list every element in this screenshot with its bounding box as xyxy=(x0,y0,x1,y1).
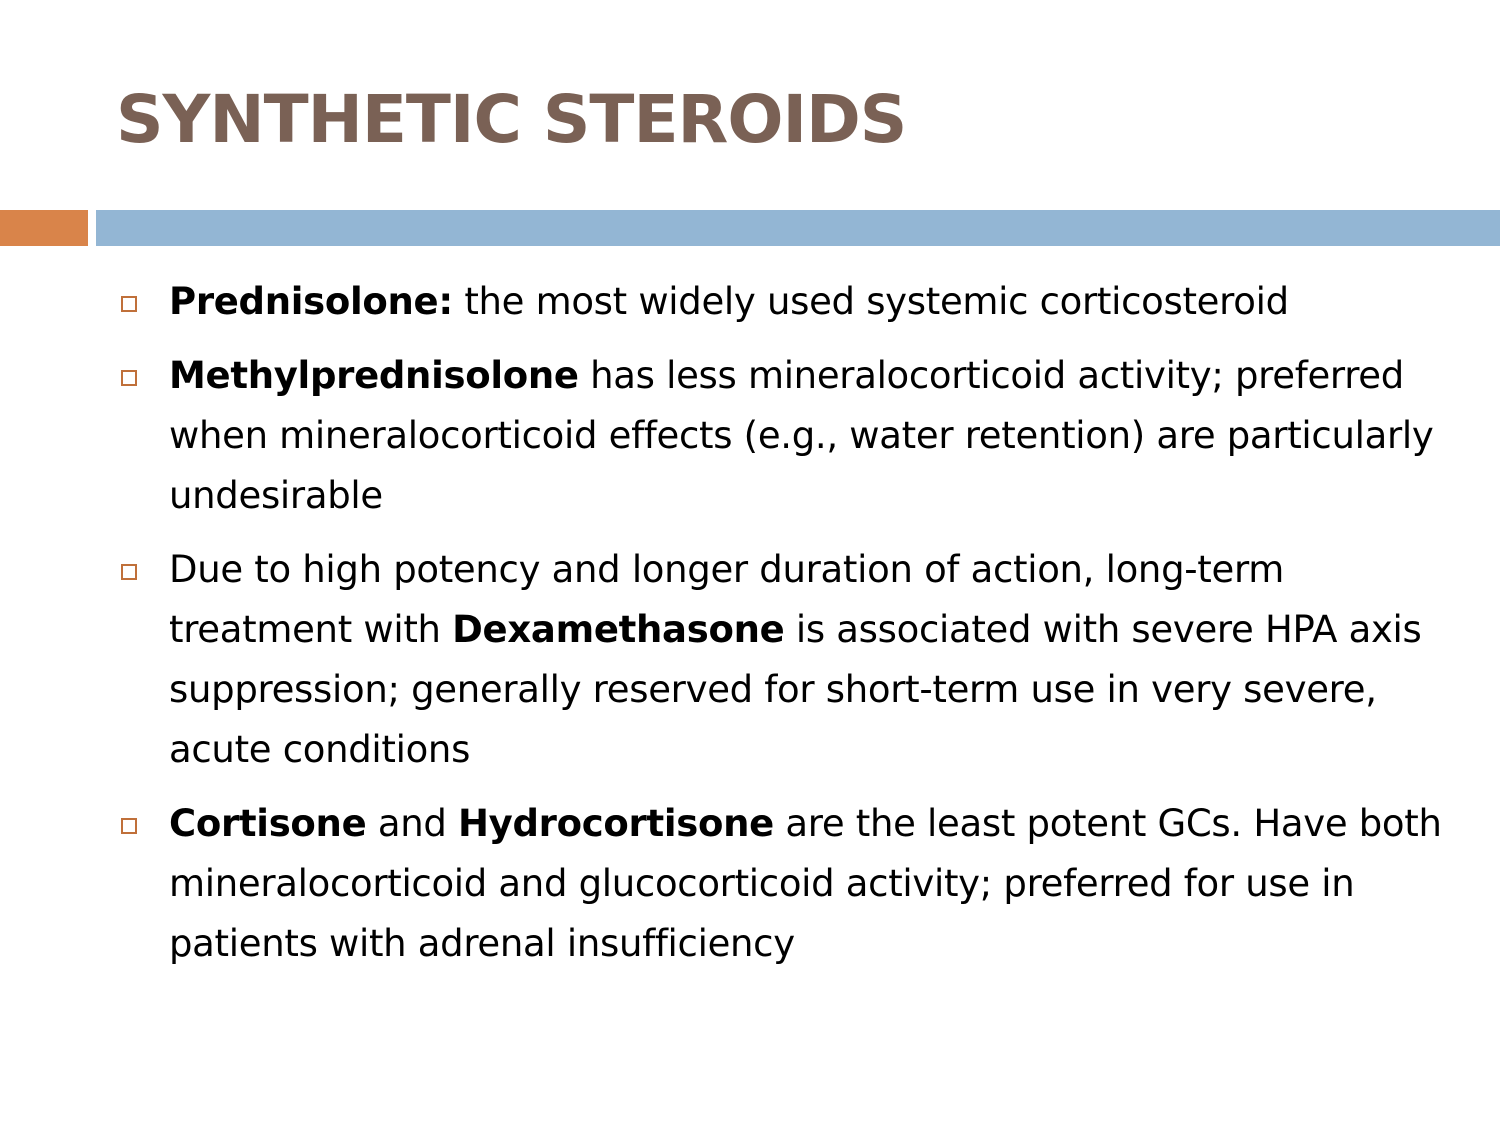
slide-title: SYNTHETIC STEROIDS xyxy=(116,81,907,158)
drug-name: Prednisolone: xyxy=(169,280,453,323)
bullet-text: the most widely used systemic corticosteroid xyxy=(452,280,1289,323)
title-rule-bar xyxy=(96,210,1500,246)
bullet-text: Due to high potency and longer duration of action, long-term treatment with xyxy=(169,548,1284,651)
bullet-list xyxy=(118,272,1448,988)
bullet-item xyxy=(118,540,1448,780)
square-bullet-icon xyxy=(121,370,137,386)
drug-name: Dexamethasone xyxy=(452,608,785,651)
square-bullet-icon xyxy=(121,296,137,312)
square-bullet-icon xyxy=(121,564,137,580)
bullet-item xyxy=(118,794,1448,974)
square-bullet-icon xyxy=(121,818,137,834)
accent-bar xyxy=(0,210,88,246)
bullet-text: has less mineralocorticoid activity; preferred when mineralocorticoid effects (e.g., water retention) are particularly undesirable xyxy=(169,354,1434,517)
bullet-item xyxy=(118,346,1448,526)
drug-name: Methylprednisolone xyxy=(169,354,579,397)
drug-name: Hydrocortisone xyxy=(458,802,774,845)
bullet-item xyxy=(118,272,1448,332)
bullet-text: are the least potent GCs. Have both mineralocorticoid and glucocorticoid activity; preferred for use in patients with adrenal insufficiency xyxy=(169,802,1442,965)
drug-name: Cortisone xyxy=(169,802,367,845)
bullet-text: is associated with severe HPA axis suppression; generally reserved for short-term use in very severe, acute conditions xyxy=(169,608,1422,771)
bullet-text: and xyxy=(366,802,459,845)
